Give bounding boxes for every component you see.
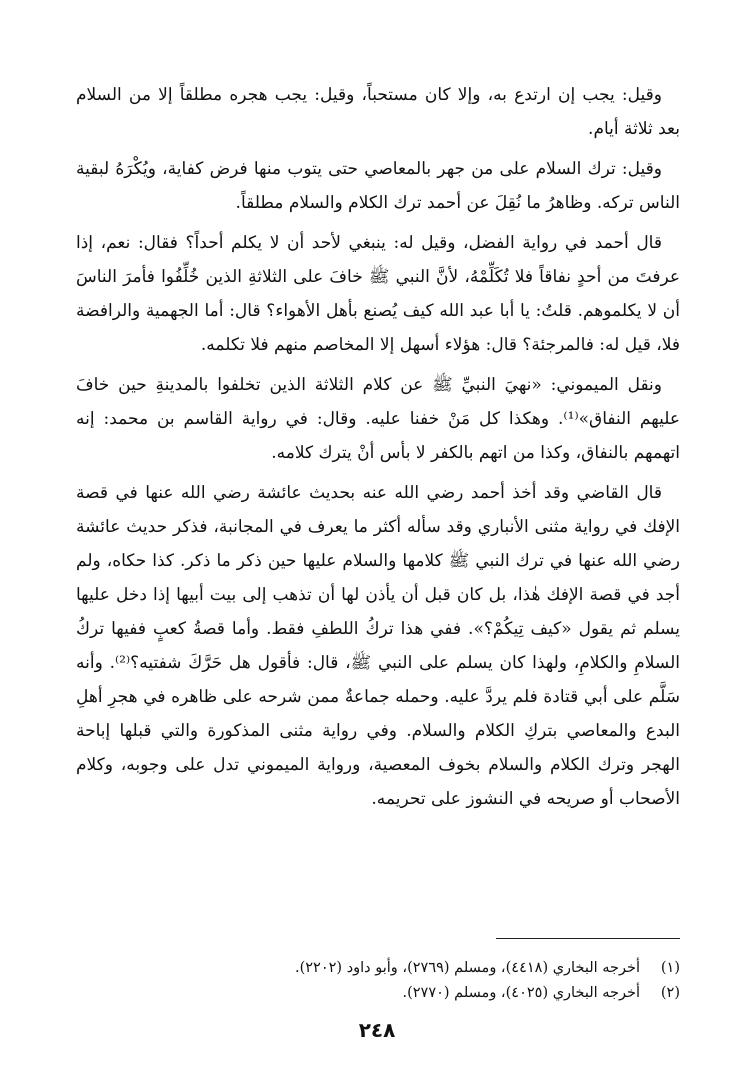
paragraph: قال أحمد في رواية الفضل، وقيل له: ينبغي لأحد أن لا يكلم أحداً؟ فقال: نعم، إذا عرفتَ من أحدٍ نفاقاً فلا تُكَلِّمْهُ، لأنَّ النبي ﷺ خافَ على الثلاثةِ الذين خُلِّفُوا فأمرَ الناسَ أن لا يكلموهم. قلتُ: يا أبا عبد الله كيف يُصنع بأهل الأهواء؟ قال: أما الجهمية والرافضة فلا، قيل له: فالمرجئة؟ قال: هؤلاء أسهل إلا المخاصم منهم فلا تكلمه.: [76, 233, 680, 355]
footnote-item: [76, 981, 680, 1006]
paragraph: ونقل الميموني: «نهيَ النبيِّ ﷺ عن كلام الثلاثة الذين تخلفوا بالمدينةِ حين خافَ عليهم النفاق»⁽¹⁾. وهكذا كل مَنْ خفنا عليه. وقال: في رواية القاسم بن محمد: إنه اتهمهم بالنفاق، وكذا من اتهم بالكفر لا بأس أنْ يترك كلامه.: [76, 375, 680, 463]
paragraph: قال القاضي وقد أخذ أحمد رضي الله عنه بحديث عائشة رضي الله عنها في قصة الإفك في رواية مثنى الأنباري وقد سأله أكثر ما يعرف في المجانبة، فذكر حديث عائشة رضي الله عنها في ترك النبي ﷺ كلامها والسلام عليها حين ذكر ما ذكر. كذا حكاه، ولم أجد في قصة الإفك هٰذا، بل كان قبل أن يأذن لها أن تذهب إلى بيت أبيها إذا دخل عليها يسلم ثم يقول «كيف تِيكُمْ؟». ففي هذا تركُ اللطفِ فقط. وأما قصةُ كعبٍ ففيها تركُ السلامِ والكلامِ، ولهذا كان يسلم على النبي ﷺ، قال: فأقول هل حَرَّكَ شفتيه؟⁽²⁾. وأنه سَلَّم على أبي قتادة فلم يردَّ عليه. وحمله جماعةٌ ممن شرحه على ظاهره في هجرِ أهلِ البدع والمعاصي بتركِ الكلام والسلام. وفي رواية مثنى المذكورة والتي قبلها إباحة الهجر وترك الكلام والسلام بخوف المعصية، ورواية الميموني تدل على وجوبه، وكلام الأصحاب أو صريحه في النشوز على تحريمه.: [76, 483, 680, 809]
footnote-text: أخرجه البخاري (٤٠٢٥)، ومسلم (٢٧٧٠).: [402, 985, 640, 1001]
footnotes: [76, 956, 680, 1006]
main-text: [76, 78, 680, 822]
page-number: ٢٤٨: [358, 1018, 396, 1042]
paragraph: وقيل: ترك السلام على من جهر بالمعاصي حتى يتوب منها فرض كفاية، ويُكْرَهُ لبقية الناس تركه. وظاهرُ ما نُقِلَ عن أحمد ترك الكلام والسلام مطلقاً.: [76, 159, 680, 213]
footnote-item: [76, 956, 680, 981]
footnote-number: (٢): [660, 985, 680, 1001]
footnote-number: (١): [660, 960, 680, 976]
footnote-divider: [496, 938, 680, 939]
paragraph: وقيل: يجب إن ارتدع به، وإلا كان مستحباً، وقيل: يجب هجره مطلقاً إلا من السلام بعد ثلاثة أيام.: [76, 85, 680, 139]
footnote-text: أخرجه البخاري (٤٤١٨)، ومسلم (٢٧٦٩)، وأبو داود (٢٢٠٢).: [294, 960, 640, 976]
